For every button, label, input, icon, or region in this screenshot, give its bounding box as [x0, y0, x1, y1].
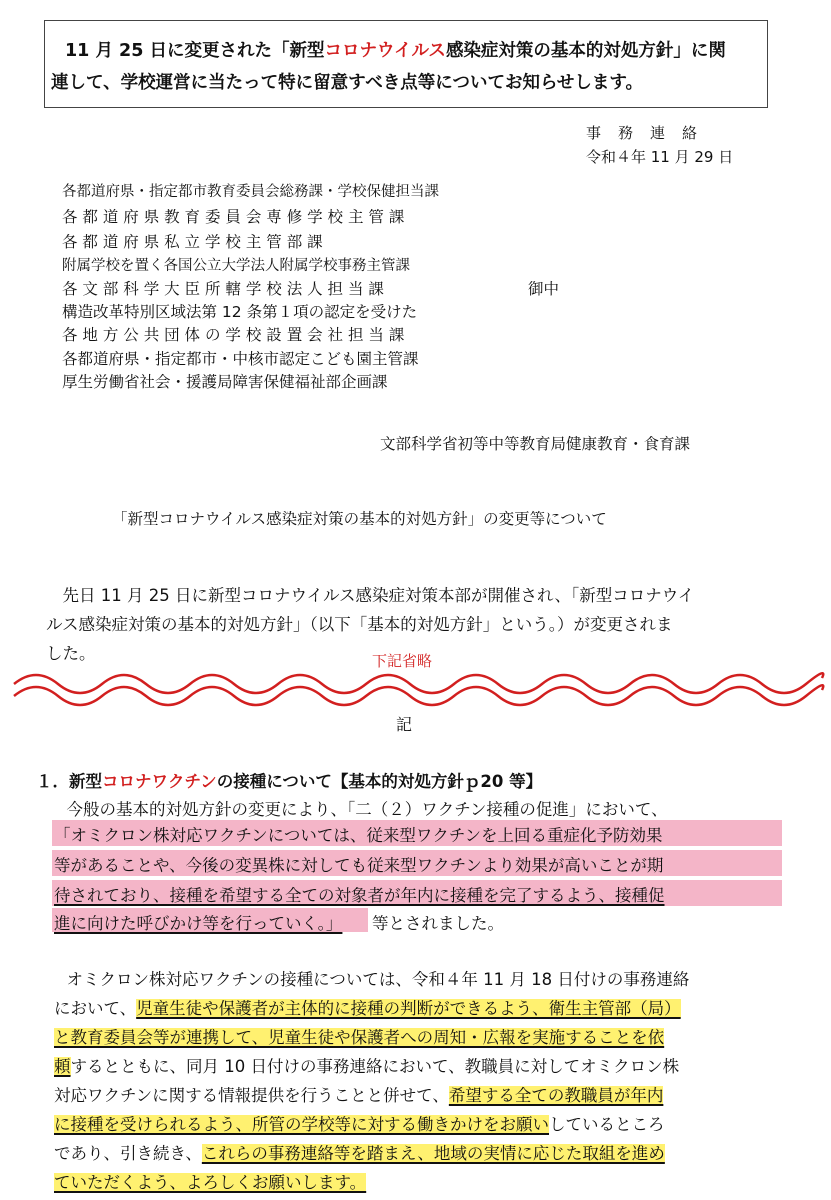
- addressee: 各都道府県・指定都市教育委員会総務課・学校保健担当課: [62, 184, 439, 200]
- addressee: 各 地 方 公 共 団 体 の 学 校 設 置 会 社 担 当 課: [62, 326, 405, 344]
- para2-highlight: 児童生徒や保護者が主体的に接種の判断ができるよう、衛生主管部（局）: [136, 999, 681, 1018]
- addressee: 附属学校を置く各国公立大学法人附属学校事務主管課: [62, 258, 410, 274]
- para2-line: [54, 1082, 663, 1106]
- notice-box: [44, 20, 768, 108]
- para2-line: [54, 1111, 665, 1135]
- intro-line: した。: [46, 644, 96, 663]
- section-1-line: 今般の基本的対処方針の変更により、「二（２）ワクチン接種の促進」において、: [50, 800, 668, 819]
- para2-line: [54, 1169, 366, 1193]
- para2-highlight: に接種を受けられるよう、所管の学校等に対する働きかけをお願い: [54, 1115, 549, 1134]
- onchu-label: 御中: [528, 280, 560, 298]
- addressee: 厚生労働省社会・援護局障害保健福祉部企画課: [62, 373, 388, 391]
- para2-line: オミクロン株対応ワクチンの接種については、令和４年 11 月 18 日付けの事務連絡: [50, 970, 690, 989]
- addressee: 各 文 部 科 学 大 臣 所 轄 学 校 法 人 担 当 課: [62, 280, 384, 298]
- quote-line: 等があることや、今後の変異株に対しても従来型ワクチンより効果が高いことが期: [54, 856, 664, 875]
- omission-wave-line: [0, 664, 831, 710]
- doc-type: 事 務 連 絡: [586, 124, 699, 142]
- notice-text: 11 月 25 日に変更された「新型: [65, 41, 325, 61]
- addressee: 各 都 道 府 県 教 育 委 員 会 専 修 学 校 主 管 課: [62, 208, 405, 226]
- para2-highlight: ていただくよう、よろしくお願いします。: [54, 1173, 367, 1192]
- para2-highlight: 頼: [54, 1057, 71, 1076]
- para2-text: であり、引き続き、: [54, 1144, 202, 1163]
- para2-highlight: と教育委員会等が連携して、児童生徒や保護者への周知・広報を実施することを依: [54, 1028, 665, 1047]
- quote-line: 待されており、接種を希望する全ての対象者が年内に接種を完了するよう、接種促: [54, 886, 665, 905]
- ki-label: 記: [396, 715, 413, 734]
- para2-text: しているところ: [549, 1115, 665, 1134]
- section-title-text: の接種について【基本的対処方針ｐ20 等】: [216, 772, 543, 791]
- notice-line-1: [65, 37, 726, 62]
- addressee: 各都道府県・指定都市・中核市認定こども園主管課: [62, 350, 419, 368]
- section-title-text: １．新型: [36, 772, 102, 791]
- intro-line: ルス感染症対策の基本的対処方針」（以下「基本的対処方針」という。）が変更されま: [46, 615, 673, 634]
- para2-highlight: 希望する全ての教職員が年内: [448, 1086, 664, 1105]
- quote-line: 進に向けた呼びかけ等を行っていく。」: [54, 914, 343, 933]
- para2-line: [54, 1053, 679, 1077]
- quote-tail: 等とされました。: [372, 914, 504, 933]
- para2-line: [54, 1140, 665, 1164]
- subject: 「新型コロナウイルス感染症対策の基本的対処方針」の変更等について: [112, 510, 607, 528]
- para2-text: において、: [54, 999, 137, 1018]
- addressee: 各 都 道 府 県 私 立 学 校 主 管 部 課: [62, 233, 323, 251]
- section-title-red-text: コロナワクチン: [102, 772, 217, 791]
- section-1-title: [36, 768, 542, 792]
- notice-red-text: コロナウイルス: [324, 41, 446, 61]
- omitted-label: 下記省略: [372, 652, 433, 670]
- notice-text: 感染症対策の基本的対処方針」に関: [445, 41, 726, 61]
- intro-line: 先日 11 月 25 日に新型コロナウイルス感染症対策本部が開催され、「新型コロナウイ: [46, 586, 695, 605]
- para2-line: [54, 1024, 664, 1048]
- addressee: 構造改革特別区域法第 12 条第１項の認定を受けた: [62, 303, 418, 321]
- para2-line: [54, 995, 681, 1019]
- para2-text: するとともに、同月 10 日付けの事務連絡において、教職員に対してオミクロン株: [70, 1057, 680, 1076]
- doc-date: 令和４年 11 月 29 日: [586, 148, 734, 166]
- quote-line: 「オミクロン株対応ワクチンについては、従来型ワクチンを上回る重症化予防効果: [54, 826, 663, 845]
- para2-text: 対応ワクチンに関する情報提供を行うことと併せて、: [54, 1086, 449, 1105]
- sender: 文部科学省初等中等教育局健康教育・食育課: [380, 435, 691, 453]
- notice-line-2: 連して、学校運営に当たって特に留意すべき点等についてお知らせします。: [51, 73, 644, 93]
- para2-highlight: これらの事務連絡等を踏まえ、地域の実情に応じた取組を進め: [201, 1144, 665, 1163]
